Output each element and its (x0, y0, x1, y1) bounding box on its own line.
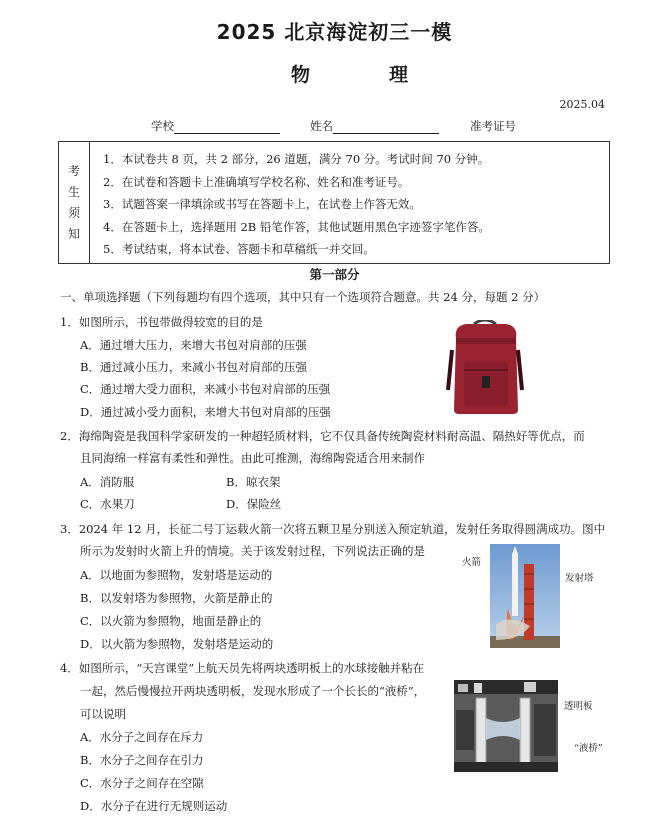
id-field (470, 118, 516, 134)
q4-option-a: A．水分子之间存在斥力 (80, 730, 204, 744)
q2-stem-line1: 2．海绵陶瓷是我国科学家研发的一种超轻质材料，它不仅具备传统陶瓷材料耐高温、隔热好等优点，而 (60, 429, 585, 443)
page-title: 2025 北京海淀初三一模 (216, 20, 453, 44)
q3-option-d: D．以火箭为参照物，发射塔是运动的 (80, 637, 274, 651)
notice-items (103, 148, 490, 261)
section-title: 第一部分 (309, 267, 360, 282)
notice-label-char: 考 (67, 163, 80, 178)
q3-stem-line2: 所示为发射时火箭上升的情境。关于该发射过程，下列说法正确的是 (80, 544, 425, 558)
q3-option-a: A．以地面为参照物，发射塔是运动的 (80, 568, 273, 582)
q3-option-b: B．以发射塔为参照物，火箭是静止的 (80, 591, 273, 605)
q3-stem-line1: 3．2024 年 12 月，长征二号丁运载火箭一次将五颗卫星分别送入预定轨道，发射任务取得圆满成功。图中 (60, 522, 606, 536)
q3-option-c: C．以火箭为参照物，地面是静止的 (80, 614, 262, 628)
notice-item: 1．本试卷共 8 页，共 2 部分，26 道题，满分 70 分。考试时间 70 分钟。 (103, 152, 490, 166)
id-label: 准考证号 (470, 119, 516, 133)
q1-option-b: B．通过减小压力，来减小书包对肩部的压强 (80, 360, 307, 374)
notice-label (59, 142, 90, 263)
q4-stem-line2: 一起，然后慢慢拉开两块透明板，发现水形成了一个长长的“液桥”， (80, 684, 426, 698)
q4-stem-line1: 4．如图所示，“天宫课堂”上航天员先将两块透明板上的水球接触并粘在 (60, 661, 425, 675)
q2-option-b: B．晾衣架 (226, 475, 281, 489)
q4-option-d: D．水分子在进行无规则运动 (80, 799, 228, 813)
subject-title: 物 理 (290, 64, 438, 86)
q1-option-d: D．通过减小受力面积，来增大书包对肩部的压强 (80, 405, 331, 419)
q4-option-b: B．水分子之间存在引力 (80, 753, 204, 767)
school-blank (174, 121, 280, 134)
q3-label-tower: 发射塔 (565, 573, 594, 584)
exam-date: 2025.04 (559, 98, 605, 111)
q2-option-c: C．水果刀 (80, 497, 135, 511)
notice-label-char: 须 (67, 205, 80, 220)
notice-box (58, 141, 610, 264)
q3-label-rocket: 火箭 (462, 557, 482, 568)
q4-stem-line3: 可以说明 (80, 707, 126, 721)
q4-label-plate: 透明板 (564, 701, 593, 712)
notice-item: 3．试题答案一律填涂或书写在答题卡上，在试卷上作答无效。 (103, 197, 421, 211)
backpack-image (446, 320, 524, 416)
notice-item: 2．在试卷和答题卡上准确填写学校名称、姓名和准考证号。 (103, 174, 410, 189)
rocket-launch-image (490, 544, 560, 648)
name-blank (333, 121, 439, 134)
q4-option-c: C．水分子之间存在空隙 (80, 776, 204, 790)
notice-item: 5．考试结束，将本试卷、答题卡和草稿纸一并交回。 (103, 242, 375, 256)
q2-option-d: D．保险丝 (226, 497, 282, 511)
q1-option-a: A．通过增大压力，来增大书包对肩部的压强 (80, 338, 307, 352)
q4-label-bridge: “液桥” (574, 743, 603, 754)
section-instruction: 一、单项选择题（下列每题均有四个选项，其中只有一个选项符合题意。共 24 分，每题 2 分） (60, 290, 546, 304)
q2-option-a: A．消防服 (80, 475, 135, 489)
notice-item: 4．在答题卡上，选择题用 2B 铅笔作答，其他试题用黑色字迹签字笔作答。 (103, 219, 490, 234)
name-field (310, 118, 439, 134)
notice-label-char: 知 (67, 226, 80, 241)
school-label: 学校 (151, 119, 174, 133)
q1-stem: 1．如图所示，书包带做得较宽的目的是 (60, 315, 263, 329)
school-field (151, 118, 280, 134)
name-label: 姓名 (310, 119, 333, 133)
q2-stem-line2: 且同海绵一样富有柔性和弹性。由此可推测，海绵陶瓷适合用来制作 (80, 451, 425, 465)
notice-label-char: 生 (67, 184, 80, 199)
liquid-bridge-image (454, 680, 558, 772)
q1-option-c: C．通过增大受力面积，来减小书包对肩部的压强 (80, 382, 331, 396)
